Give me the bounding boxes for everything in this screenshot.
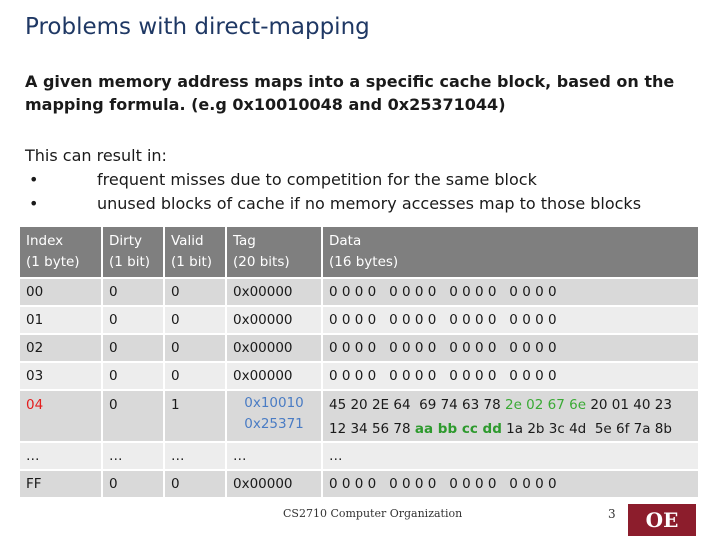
- table-row: [20, 279, 700, 307]
- cell-valid: …: [165, 443, 227, 471]
- bullet-text: unused blocks of cache if no memory accesses map to those blocks: [97, 194, 642, 213]
- table-row: [20, 307, 700, 335]
- data-bytes: 12 34 56 78: [329, 421, 411, 437]
- cell-dirty: 0: [103, 335, 165, 363]
- data-line-1: [329, 393, 698, 417]
- cell-tag: [227, 391, 323, 443]
- cell-index: FF: [20, 471, 103, 499]
- header-tag-size: (20 bits): [233, 254, 290, 270]
- table-row: [20, 335, 700, 363]
- cell-valid: 0: [165, 471, 227, 499]
- cell-index: …: [20, 443, 103, 471]
- header-dirty-label: Dirty: [109, 233, 142, 249]
- logo-text: OE: [645, 508, 679, 532]
- slide-subtitle: A given memory address maps into a specific cache block, based on the mapping formula. (e.g 0x10010048 and 0x25371044): [25, 72, 675, 114]
- valid-value: 1: [171, 397, 180, 413]
- header-index: [20, 227, 103, 279]
- data-bytes: 20 01 40 23: [590, 397, 672, 413]
- intro-text: This can result in:: [25, 146, 167, 165]
- data-bytes-highlighted: 2e 02 67 6e: [505, 397, 587, 413]
- footer-course: CS2710 Computer Organization: [283, 507, 463, 520]
- cell-index: [20, 391, 103, 443]
- cell-data: [323, 391, 700, 443]
- cell-index: 01: [20, 307, 103, 335]
- header-valid: [165, 227, 227, 279]
- cell-data: 0 0 0 0 0 0 0 0 0 0 0 0 0 0 0 0: [323, 279, 700, 307]
- cell-tag: 0x00000: [227, 363, 323, 391]
- cell-valid: 0: [165, 363, 227, 391]
- cell-dirty: 0: [103, 307, 165, 335]
- data-bytes-highlighted: aa bb cc dd: [414, 421, 502, 437]
- cell-tag: 0x00000: [227, 307, 323, 335]
- cell-valid: 0: [165, 335, 227, 363]
- cell-data: …: [323, 443, 700, 471]
- dirty-value: 0: [109, 397, 118, 413]
- header-tag-label: Tag: [233, 233, 256, 249]
- bullet-text: frequent misses due to competition for the same block: [97, 170, 537, 189]
- table-row: [20, 363, 700, 391]
- cell-index: 03: [20, 363, 103, 391]
- header-index-size: (1 byte): [26, 254, 80, 270]
- bullet-symbol: •: [29, 194, 39, 213]
- header-dirty-size: (1 bit): [109, 254, 151, 270]
- cell-tag: 0x00000: [227, 471, 323, 499]
- index-value: 04: [26, 397, 44, 413]
- logo-icon: [628, 504, 696, 536]
- header-data: [323, 227, 700, 279]
- slide-title: Problems with direct-mapping: [25, 14, 370, 40]
- cell-data: 0 0 0 0 0 0 0 0 0 0 0 0 0 0 0 0: [323, 307, 700, 335]
- bullet-symbol: •: [29, 170, 39, 189]
- header-index-label: Index: [26, 233, 64, 249]
- header-valid-label: Valid: [171, 233, 204, 249]
- data-bytes: 45 20 2E 64 69 74 63 78: [329, 397, 501, 413]
- data-line-2: [329, 417, 698, 441]
- cell-valid: [165, 391, 227, 443]
- header-data-size: (16 bytes): [329, 254, 399, 270]
- cell-tag: 0x00000: [227, 335, 323, 363]
- cell-tag: …: [227, 443, 323, 471]
- table-header-row: [20, 227, 700, 279]
- header-valid-size: (1 bit): [171, 254, 213, 270]
- cell-data: 0 0 0 0 0 0 0 0 0 0 0 0 0 0 0 0: [323, 335, 700, 363]
- cell-index: 02: [20, 335, 103, 363]
- cell-dirty: 0: [103, 363, 165, 391]
- header-tag: [227, 227, 323, 279]
- cell-dirty: 0: [103, 471, 165, 499]
- cache-table: [20, 227, 700, 499]
- table-row-highlighted: [20, 391, 700, 443]
- header-dirty: [103, 227, 165, 279]
- cell-dirty: [103, 391, 165, 443]
- cell-dirty: …: [103, 443, 165, 471]
- cell-valid: 0: [165, 279, 227, 307]
- header-data-label: Data: [329, 233, 362, 249]
- cell-tag: 0x00000: [227, 279, 323, 307]
- cell-valid: 0: [165, 307, 227, 335]
- cell-index: 00: [20, 279, 103, 307]
- cell-data: 0 0 0 0 0 0 0 0 0 0 0 0 0 0 0 0: [323, 471, 700, 499]
- cell-data: 0 0 0 0 0 0 0 0 0 0 0 0 0 0 0 0: [323, 363, 700, 391]
- table-row: [20, 471, 700, 499]
- tag-value-1: 0x10010: [244, 395, 304, 411]
- data-bytes: 1a 2b 3c 4d 5e 6f 7a 8b: [506, 421, 672, 437]
- cell-dirty: 0: [103, 279, 165, 307]
- page-number: 3: [608, 507, 616, 521]
- table-row-ellipsis: [20, 443, 700, 471]
- tag-value-2: 0x25371: [244, 416, 304, 432]
